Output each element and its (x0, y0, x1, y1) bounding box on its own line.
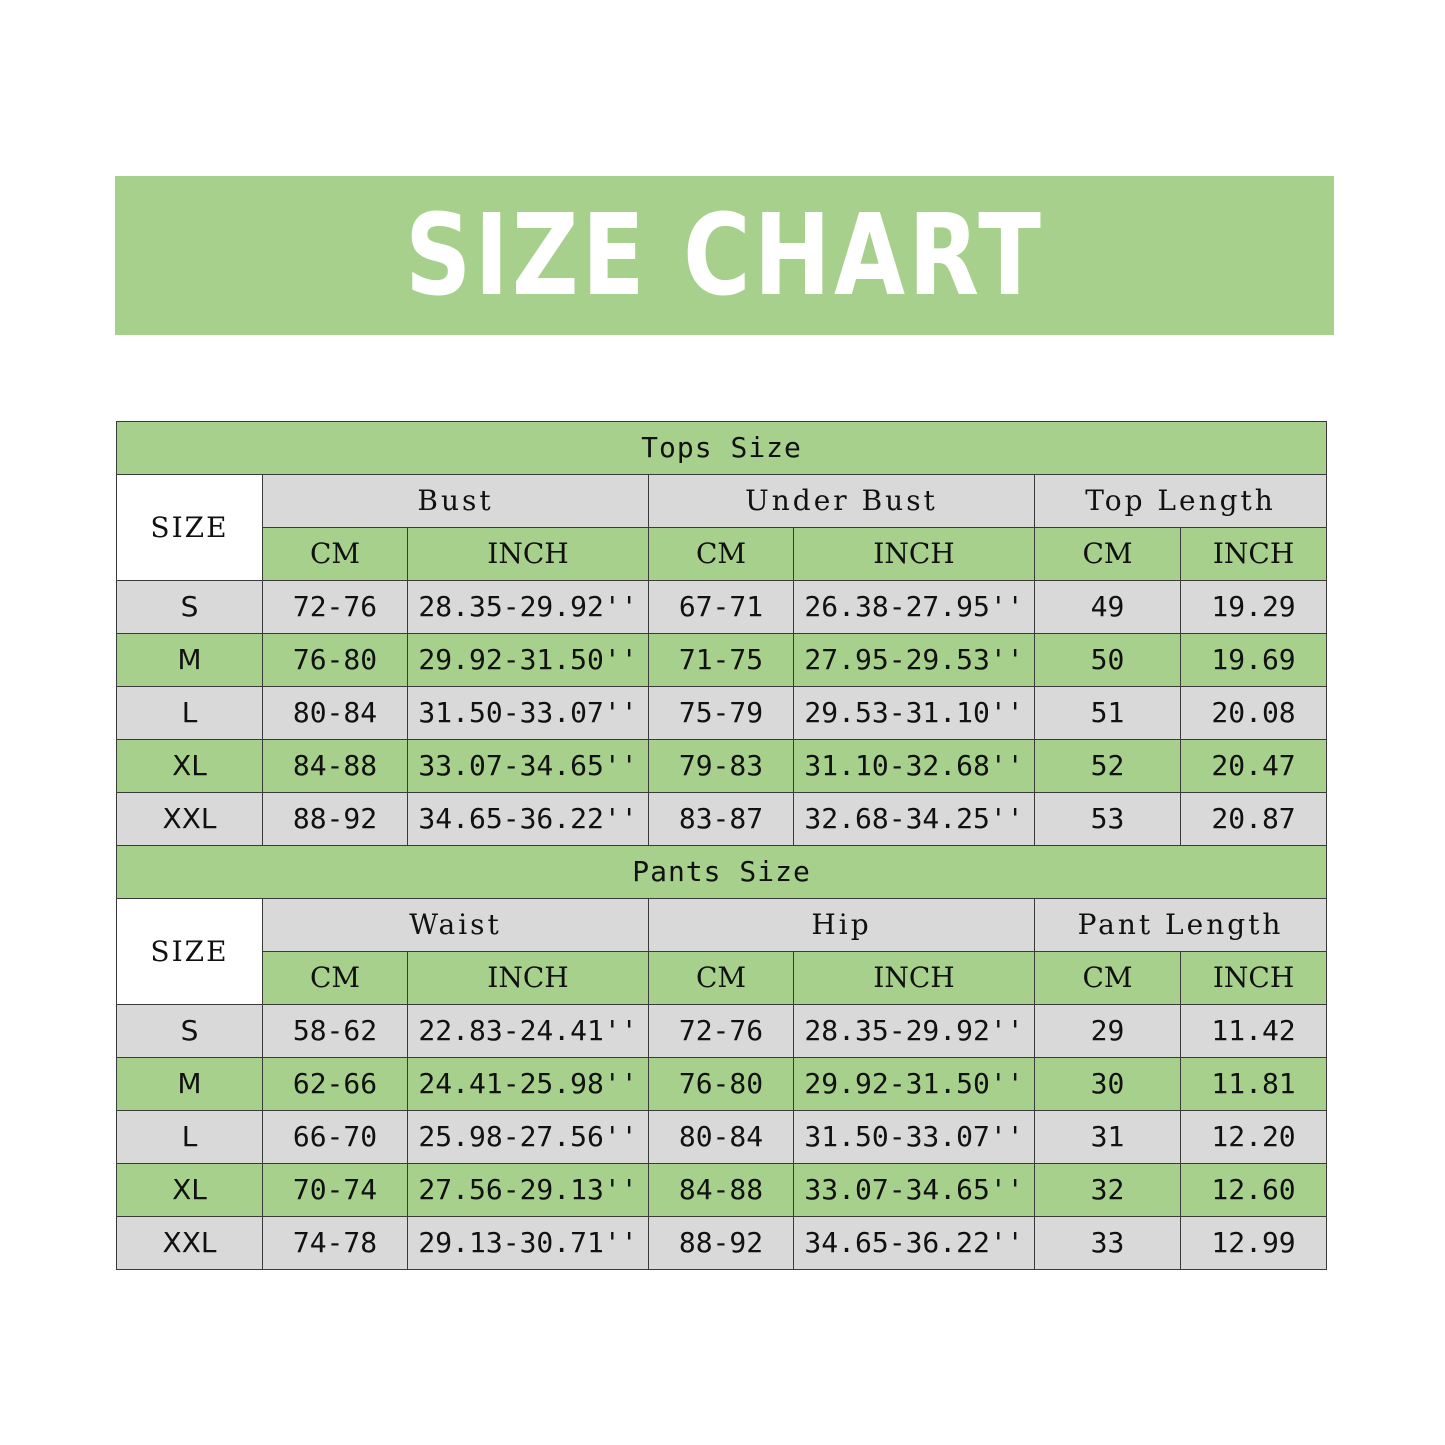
table-row (117, 581, 1327, 634)
measurement-cell: 75-79 (649, 687, 794, 740)
pants-size-header: SIZE (117, 899, 263, 1005)
table-row (117, 1217, 1327, 1270)
measurement-cell: 84-88 (263, 740, 408, 793)
measurement-cell: 31.50-33.07'' (408, 687, 649, 740)
tops-group-header: Top Length (1035, 475, 1327, 528)
tops-group-header: Under Bust (649, 475, 1035, 528)
measurement-cell: 20.47 (1181, 740, 1327, 793)
size-label-cell: M (117, 634, 263, 687)
tops-group-header-row (117, 475, 1327, 528)
pants-group-header: Waist (263, 899, 649, 952)
pants-section-title: Pants Size (117, 846, 1327, 899)
measurement-cell: 27.95-29.53'' (794, 634, 1035, 687)
measurement-cell: 20.08 (1181, 687, 1327, 740)
measurement-cell: 22.83-24.41'' (408, 1005, 649, 1058)
measurement-cell: 31.10-32.68'' (794, 740, 1035, 793)
tops-unit-header: INCH (1181, 528, 1327, 581)
size-label-cell: L (117, 687, 263, 740)
pants-unit-header: CM (263, 952, 408, 1005)
size-label-cell: M (117, 1058, 263, 1111)
measurement-cell: 52 (1035, 740, 1181, 793)
measurement-cell: 29.13-30.71'' (408, 1217, 649, 1270)
size-label-cell: L (117, 1111, 263, 1164)
measurement-cell: 19.29 (1181, 581, 1327, 634)
tops-section-row (117, 422, 1327, 475)
measurement-cell: 72-76 (263, 581, 408, 634)
pants-unit-header: INCH (794, 952, 1035, 1005)
measurement-cell: 32.68-34.25'' (794, 793, 1035, 846)
measurement-cell: 30 (1035, 1058, 1181, 1111)
measurement-cell: 19.69 (1181, 634, 1327, 687)
measurement-cell: 80-84 (649, 1111, 794, 1164)
title-banner (115, 176, 1334, 335)
measurement-cell: 70-74 (263, 1164, 408, 1217)
tops-unit-header-row (117, 528, 1327, 581)
measurement-cell: 80-84 (263, 687, 408, 740)
pants-group-header: Pant Length (1035, 899, 1327, 952)
measurement-cell: 71-75 (649, 634, 794, 687)
measurement-cell: 27.56-29.13'' (408, 1164, 649, 1217)
tops-unit-header: CM (263, 528, 408, 581)
measurement-cell: 76-80 (263, 634, 408, 687)
measurement-cell: 20.87 (1181, 793, 1327, 846)
measurement-cell: 28.35-29.92'' (794, 1005, 1035, 1058)
size-label-cell: XXL (117, 793, 263, 846)
measurement-cell: 76-80 (649, 1058, 794, 1111)
measurement-cell: 29.92-31.50'' (794, 1058, 1035, 1111)
table-row (117, 687, 1327, 740)
measurement-cell: 62-66 (263, 1058, 408, 1111)
measurement-cell: 84-88 (649, 1164, 794, 1217)
measurement-cell: 79-83 (649, 740, 794, 793)
pants-unit-header: INCH (1181, 952, 1327, 1005)
pants-unit-header: CM (649, 952, 794, 1005)
measurement-cell: 11.42 (1181, 1005, 1327, 1058)
tops-size-header: SIZE (117, 475, 263, 581)
tops-unit-header: CM (1035, 528, 1181, 581)
tops-unit-header: CM (649, 528, 794, 581)
measurement-cell: 24.41-25.98'' (408, 1058, 649, 1111)
measurement-cell: 33.07-34.65'' (408, 740, 649, 793)
pants-unit-header: CM (1035, 952, 1181, 1005)
measurement-cell: 28.35-29.92'' (408, 581, 649, 634)
measurement-cell: 12.60 (1181, 1164, 1327, 1217)
measurement-cell: 29.53-31.10'' (794, 687, 1035, 740)
measurement-cell: 74-78 (263, 1217, 408, 1270)
measurement-cell: 29 (1035, 1005, 1181, 1058)
size-label-cell: XL (117, 1164, 263, 1217)
measurement-cell: 29.92-31.50'' (408, 634, 649, 687)
table-row (117, 1005, 1327, 1058)
measurement-cell: 49 (1035, 581, 1181, 634)
measurement-cell: 53 (1035, 793, 1181, 846)
size-label-cell: S (117, 1005, 263, 1058)
tops-unit-header: INCH (408, 528, 649, 581)
page-title: SIZE CHART (404, 190, 1044, 321)
pants-group-header-row (117, 899, 1327, 952)
measurement-cell: 34.65-36.22'' (408, 793, 649, 846)
pants-unit-header-row (117, 952, 1327, 1005)
size-label-cell: XXL (117, 1217, 263, 1270)
table-row (117, 1164, 1327, 1217)
table-row (117, 634, 1327, 687)
table-row (117, 793, 1327, 846)
size-label-cell: XL (117, 740, 263, 793)
table-row (117, 1111, 1327, 1164)
measurement-cell: 31.50-33.07'' (794, 1111, 1035, 1164)
measurement-cell: 31 (1035, 1111, 1181, 1164)
table-row (117, 1058, 1327, 1111)
measurement-cell: 33 (1035, 1217, 1181, 1270)
measurement-cell: 33.07-34.65'' (794, 1164, 1035, 1217)
measurement-cell: 67-71 (649, 581, 794, 634)
pants-unit-header: INCH (408, 952, 649, 1005)
measurement-cell: 66-70 (263, 1111, 408, 1164)
pants-group-header: Hip (649, 899, 1035, 952)
measurement-cell: 50 (1035, 634, 1181, 687)
measurement-cell: 72-76 (649, 1005, 794, 1058)
size-chart-table (116, 421, 1327, 1270)
size-label-cell: S (117, 581, 263, 634)
measurement-cell: 34.65-36.22'' (794, 1217, 1035, 1270)
measurement-cell: 88-92 (263, 793, 408, 846)
tops-unit-header: INCH (794, 528, 1035, 581)
measurement-cell: 12.99 (1181, 1217, 1327, 1270)
measurement-cell: 25.98-27.56'' (408, 1111, 649, 1164)
tops-section-title: Tops Size (117, 422, 1327, 475)
table-row (117, 740, 1327, 793)
measurement-cell: 83-87 (649, 793, 794, 846)
measurement-cell: 58-62 (263, 1005, 408, 1058)
measurement-cell: 88-92 (649, 1217, 794, 1270)
tops-group-header: Bust (263, 475, 649, 528)
measurement-cell: 51 (1035, 687, 1181, 740)
pants-section-row (117, 846, 1327, 899)
measurement-cell: 11.81 (1181, 1058, 1327, 1111)
measurement-cell: 26.38-27.95'' (794, 581, 1035, 634)
measurement-cell: 32 (1035, 1164, 1181, 1217)
measurement-cell: 12.20 (1181, 1111, 1327, 1164)
